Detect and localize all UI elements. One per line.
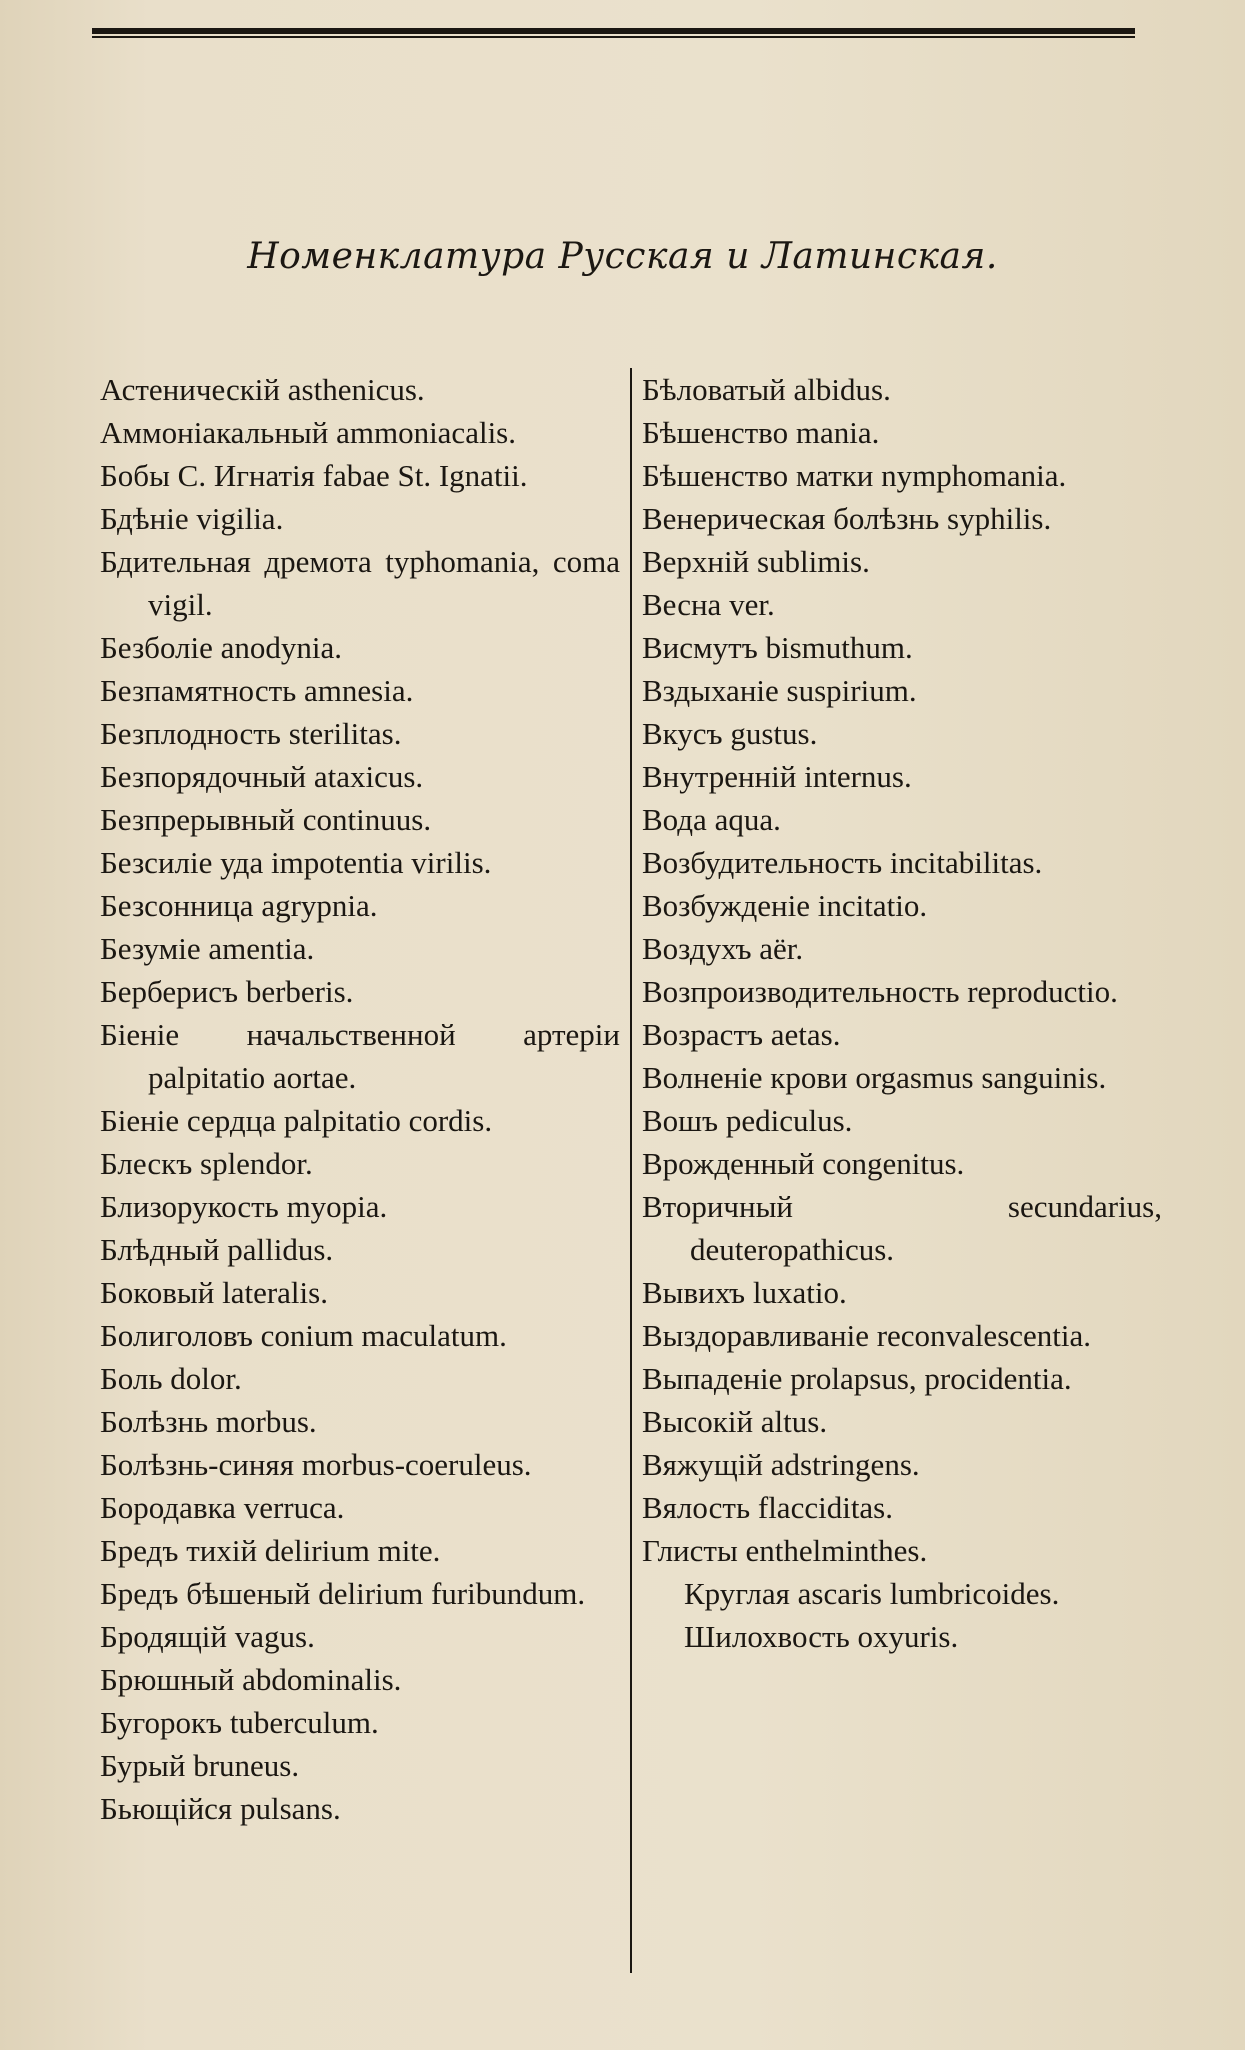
russian-term: Вошъ bbox=[642, 1103, 719, 1138]
russian-term: Бурый bbox=[100, 1748, 186, 1783]
latin-term: enthelminthes. bbox=[745, 1533, 928, 1568]
latin-term: palpitatio aortae. bbox=[148, 1060, 357, 1095]
nomenclature-entry bbox=[642, 583, 1162, 626]
nomenclature-entry bbox=[642, 884, 1162, 927]
nomenclature-entry bbox=[100, 1271, 620, 1314]
nomenclature-entry bbox=[642, 454, 1162, 497]
russian-term: Вяжущій bbox=[642, 1447, 763, 1482]
nomenclature-entry bbox=[642, 1443, 1162, 1486]
russian-term: Вторичный bbox=[642, 1189, 794, 1224]
nomenclature-entry bbox=[642, 1013, 1162, 1056]
russian-term: Болиголовъ bbox=[100, 1318, 253, 1353]
russian-term: Вялость bbox=[642, 1490, 751, 1525]
latin-term: conium maculatum. bbox=[260, 1318, 507, 1353]
latin-term: nymphomania. bbox=[881, 458, 1067, 493]
russian-term: Біеніе сердца bbox=[100, 1103, 276, 1138]
latin-term: vagus. bbox=[234, 1619, 315, 1654]
russian-term: Безуміе bbox=[100, 931, 201, 966]
nomenclature-entry bbox=[100, 712, 620, 755]
latin-term: ver. bbox=[729, 587, 775, 622]
russian-term: Боль bbox=[100, 1361, 163, 1396]
russian-term: Бьющійся bbox=[100, 1791, 233, 1826]
nomenclature-entry bbox=[642, 1099, 1162, 1142]
russian-term: Вода bbox=[642, 802, 707, 837]
latin-term: aqua. bbox=[714, 802, 781, 837]
latin-term: morbus. bbox=[215, 1404, 317, 1439]
russian-term: Круглая bbox=[684, 1576, 790, 1611]
nomenclature-entry bbox=[642, 1572, 1162, 1615]
russian-term: Венерическая болѣзнь bbox=[642, 501, 940, 536]
latin-term: albidus. bbox=[793, 372, 891, 407]
latin-term: sterilitas. bbox=[288, 716, 402, 751]
nomenclature-entry bbox=[100, 1443, 620, 1486]
top-double-rule bbox=[92, 28, 1135, 38]
latin-term: ataxicus. bbox=[313, 759, 424, 794]
russian-term: Бредъ бѣшеный bbox=[100, 1576, 311, 1611]
latin-term: impotentia virilis. bbox=[270, 845, 492, 880]
nomenclature-entry bbox=[100, 841, 620, 884]
nomenclature-entry bbox=[642, 841, 1162, 884]
latin-term: anodynia. bbox=[220, 630, 343, 665]
nomenclature-entry bbox=[100, 1744, 620, 1787]
nomenclature-entry bbox=[100, 884, 620, 927]
latin-term: delirium furibundum. bbox=[318, 1576, 586, 1611]
russian-term: Бѣшенство bbox=[642, 415, 789, 450]
nomenclature-entry bbox=[100, 1572, 620, 1615]
russian-term: Глисты bbox=[642, 1533, 738, 1568]
latin-term: vigilia. bbox=[196, 501, 284, 536]
nomenclature-entry bbox=[100, 1228, 620, 1271]
russian-term: Бѣловатый bbox=[642, 372, 786, 407]
latin-term: delirium mite. bbox=[264, 1533, 441, 1568]
russian-term: Бредъ тихій bbox=[100, 1533, 258, 1568]
latin-term: pulsans. bbox=[239, 1791, 341, 1826]
nomenclature-entry bbox=[100, 1615, 620, 1658]
russian-term: Безболіе bbox=[100, 630, 213, 665]
latin-term: fabae St. Ignatii. bbox=[322, 458, 528, 493]
latin-term: ammoniacalis. bbox=[336, 415, 516, 450]
russian-term: Весна bbox=[642, 587, 722, 622]
russian-term: Берберисъ bbox=[100, 974, 239, 1009]
latin-term: ascaris lumbricoides. bbox=[797, 1576, 1060, 1611]
latin-term: congenitus. bbox=[822, 1146, 965, 1181]
russian-term: Высокій bbox=[642, 1404, 754, 1439]
russian-term: Вкусъ bbox=[642, 716, 723, 751]
nomenclature-entry bbox=[642, 798, 1162, 841]
latin-term: continuus. bbox=[302, 802, 432, 837]
nomenclature-entry bbox=[100, 1658, 620, 1701]
nomenclature-entry bbox=[100, 1185, 620, 1228]
nomenclature-entry bbox=[642, 1400, 1162, 1443]
russian-term: Близорукость bbox=[100, 1189, 279, 1224]
latin-term: secundarius, deuteropathicus. bbox=[690, 1189, 1162, 1267]
russian-term: Вывихъ bbox=[642, 1275, 746, 1310]
nomenclature-entry bbox=[100, 1357, 620, 1400]
nomenclature-entry bbox=[100, 1099, 620, 1142]
column-divider bbox=[630, 368, 632, 1973]
russian-term: Бѣшенство матки bbox=[642, 458, 874, 493]
nomenclature-entry bbox=[642, 927, 1162, 970]
nomenclature-entry bbox=[642, 1357, 1162, 1400]
latin-term: incitatio. bbox=[817, 888, 928, 923]
russian-term: Бдительная дремота bbox=[100, 544, 372, 579]
latin-term: amnesia. bbox=[304, 673, 414, 708]
nomenclature-entry bbox=[642, 1142, 1162, 1185]
russian-term: Шилохвость bbox=[684, 1619, 850, 1654]
nomenclature-entry bbox=[100, 497, 620, 540]
latin-term: sublimis. bbox=[756, 544, 870, 579]
nomenclature-entry bbox=[100, 1142, 620, 1185]
nomenclature-entry bbox=[100, 1400, 620, 1443]
russian-term: Блескъ bbox=[100, 1146, 193, 1181]
latin-term: tuberculum. bbox=[229, 1705, 379, 1740]
nomenclature-entry bbox=[642, 712, 1162, 755]
nomenclature-entry bbox=[642, 1056, 1162, 1099]
latin-term: oxyuris. bbox=[857, 1619, 959, 1654]
russian-term: Блѣдный bbox=[100, 1232, 220, 1267]
left-column bbox=[100, 368, 620, 1830]
nomenclature-entry bbox=[100, 626, 620, 669]
latin-term: luxatio. bbox=[752, 1275, 847, 1310]
latin-term: palpitatio cordis. bbox=[283, 1103, 493, 1138]
nomenclature-entry bbox=[642, 755, 1162, 798]
nomenclature-entry bbox=[642, 669, 1162, 712]
nomenclature-entry bbox=[100, 798, 620, 841]
nomenclature-entry bbox=[642, 1486, 1162, 1529]
russian-term: Выпаденіе bbox=[642, 1361, 783, 1396]
russian-term: Безсиліе уда bbox=[100, 845, 264, 880]
latin-term: morbus-coeruleus. bbox=[301, 1447, 532, 1482]
latin-term: suspirium. bbox=[786, 673, 917, 708]
latin-term: gustus. bbox=[730, 716, 818, 751]
latin-term: internus. bbox=[804, 759, 912, 794]
latin-term: incitabilitas. bbox=[889, 845, 1043, 880]
russian-term: Выздоравливаніе bbox=[642, 1318, 869, 1353]
nomenclature-entry bbox=[100, 1486, 620, 1529]
latin-term: verruca. bbox=[243, 1490, 345, 1525]
nomenclature-entry bbox=[100, 1701, 620, 1744]
right-column bbox=[642, 368, 1162, 1658]
russian-term: Астеническій bbox=[100, 372, 281, 407]
nomenclature-entry bbox=[642, 411, 1162, 454]
russian-term: Біеніе начальственной артеріи bbox=[100, 1017, 620, 1052]
latin-term: prolapsus, procidentia. bbox=[790, 1361, 1072, 1396]
nomenclature-entry bbox=[100, 454, 620, 497]
russian-term: Безплодность bbox=[100, 716, 281, 751]
russian-term: Возбужденіе bbox=[642, 888, 811, 923]
russian-term: Висмутъ bbox=[642, 630, 758, 665]
latin-term: asthenicus. bbox=[287, 372, 425, 407]
latin-term: lateralis. bbox=[222, 1275, 328, 1310]
russian-term: Возбудительность bbox=[642, 845, 883, 880]
nomenclature-entry bbox=[100, 411, 620, 454]
latin-term: flacciditas. bbox=[757, 1490, 894, 1525]
latin-term: myopia. bbox=[286, 1189, 388, 1224]
latin-term: bruneus. bbox=[193, 1748, 300, 1783]
latin-term: agrypnia. bbox=[261, 888, 378, 923]
nomenclature-entry bbox=[100, 1529, 620, 1572]
russian-term: Возрастъ bbox=[642, 1017, 764, 1052]
nomenclature-entry bbox=[100, 669, 620, 712]
russian-term: Безпрерывный bbox=[100, 802, 296, 837]
nomenclature-entry bbox=[100, 368, 620, 411]
latin-term: altus. bbox=[760, 1404, 828, 1439]
latin-term: syphilis. bbox=[947, 501, 1052, 536]
nomenclature-entry bbox=[100, 540, 620, 626]
latin-term: orgasmus sanguinis. bbox=[855, 1060, 1107, 1095]
russian-term: Безпамятность bbox=[100, 673, 297, 708]
nomenclature-entry bbox=[642, 626, 1162, 669]
latin-term: reproductio. bbox=[967, 974, 1118, 1009]
nomenclature-entry bbox=[642, 1615, 1162, 1658]
latin-term: pediculus. bbox=[725, 1103, 853, 1138]
nomenclature-entry bbox=[642, 1185, 1162, 1271]
latin-term: splendor. bbox=[200, 1146, 313, 1181]
russian-term: Вздыханіе bbox=[642, 673, 779, 708]
nomenclature-entry bbox=[642, 368, 1162, 411]
russian-term: Болѣзнь bbox=[100, 1404, 209, 1439]
latin-term: mania. bbox=[795, 415, 880, 450]
russian-term: Брюшный bbox=[100, 1662, 235, 1697]
nomenclature-entry bbox=[642, 497, 1162, 540]
russian-term: Верхній bbox=[642, 544, 750, 579]
latin-term: aër. bbox=[759, 931, 804, 966]
latin-term: bismuthum. bbox=[765, 630, 913, 665]
russian-term: Бобы С. Игнатія bbox=[100, 458, 315, 493]
russian-term: Безсонница bbox=[100, 888, 254, 923]
latin-term: berberis. bbox=[245, 974, 354, 1009]
russian-term: Аммоніакальный bbox=[100, 415, 329, 450]
russian-term: Бородавка bbox=[100, 1490, 236, 1525]
russian-term: Боковый bbox=[100, 1275, 215, 1310]
page-title: Номенклатура Русская и Латинская. bbox=[247, 236, 998, 277]
nomenclature-entry bbox=[642, 970, 1162, 1013]
russian-term: Возпроизводительность bbox=[642, 974, 960, 1009]
latin-term: reconvalescentia. bbox=[876, 1318, 1092, 1353]
nomenclature-entry bbox=[100, 1013, 620, 1099]
nomenclature-entry bbox=[100, 927, 620, 970]
nomenclature-entry bbox=[100, 970, 620, 1013]
russian-term: Бугорокъ bbox=[100, 1705, 223, 1740]
nomenclature-entry bbox=[100, 755, 620, 798]
russian-term: Бродящій bbox=[100, 1619, 228, 1654]
russian-term: Врожденный bbox=[642, 1146, 815, 1181]
nomenclature-entry bbox=[642, 1314, 1162, 1357]
russian-term: Безпорядочный bbox=[100, 759, 307, 794]
latin-term: aetas. bbox=[770, 1017, 841, 1052]
russian-term: Воздухъ bbox=[642, 931, 752, 966]
nomenclature-entry bbox=[642, 540, 1162, 583]
nomenclature-entry bbox=[642, 1271, 1162, 1314]
latin-term: pallidus. bbox=[227, 1232, 334, 1267]
latin-term: dolor. bbox=[170, 1361, 242, 1396]
russian-term: Внутренній bbox=[642, 759, 797, 794]
russian-term: Волненіе крови bbox=[642, 1060, 848, 1095]
latin-term: amentia. bbox=[208, 931, 315, 966]
russian-term: Болѣзнь-синяя bbox=[100, 1447, 294, 1482]
nomenclature-entry bbox=[100, 1314, 620, 1357]
nomenclature-entry bbox=[642, 1529, 1162, 1572]
latin-term: typhomania, coma vigil. bbox=[148, 544, 620, 622]
latin-term: adstringens. bbox=[770, 1447, 920, 1482]
russian-term: Бдѣніе bbox=[100, 501, 189, 536]
nomenclature-entry bbox=[100, 1787, 620, 1830]
latin-term: abdominalis. bbox=[242, 1662, 402, 1697]
